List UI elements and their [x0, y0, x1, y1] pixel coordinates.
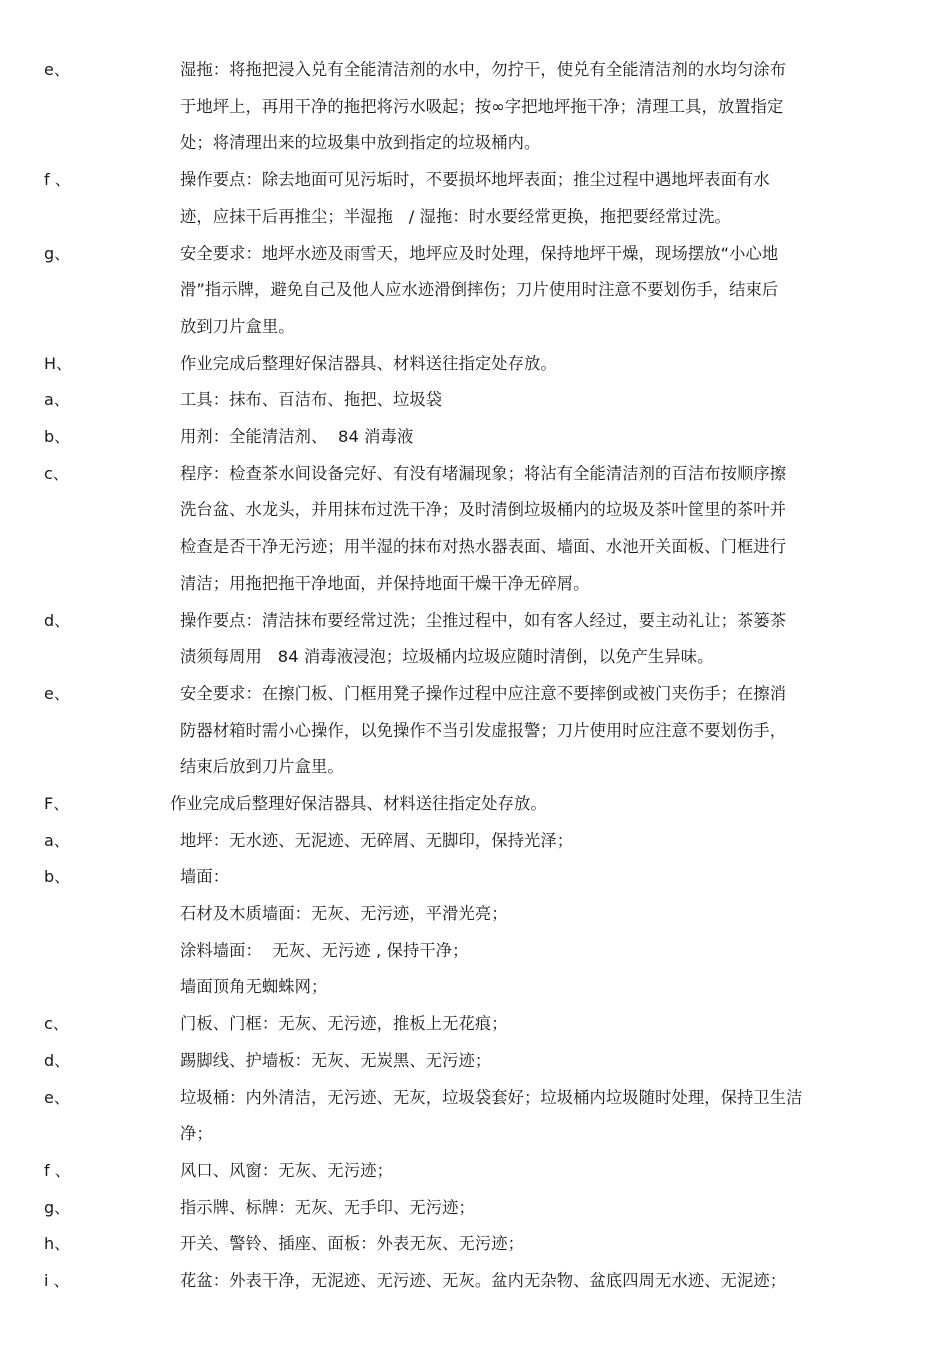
list-item-marker: a、: [44, 390, 70, 410]
list-item-marker: d、: [44, 1050, 71, 1070]
list-item-text-line: 风口、风窗：无灰、无污迹；: [180, 1161, 393, 1180]
list-item-text-line: 滑”指示牌，避免自己及他人应水迹滑倒摔伤；刀片使用时注意不要划伤手，结束后: [180, 280, 779, 300]
list-item: [0, 786, 950, 823]
list-item-text-line: 清洁；用拖把拖干净地面，并保持地面干燥干净无碎屑。: [180, 573, 590, 593]
list-item-text-line: 墙面：: [180, 867, 230, 887]
list-item-text-line: 处；将清理出来的垃圾集中放到指定的垃圾桶内。: [180, 133, 541, 153]
list-item: [0, 603, 950, 676]
list-item-marker: f 、: [44, 170, 71, 190]
list-item-marker: H、: [44, 353, 73, 373]
list-item-marker: c、: [44, 1014, 69, 1034]
list-item-text-line: 指示牌、标牌：无灰、无手印、无污迹；: [180, 1197, 475, 1217]
list-item-text-line: 渍须每周用 84 消毒液浸泡；垃圾桶内垃圾应随时清倒，以免产生异味。: [180, 647, 714, 667]
list-item-text-line: 开关、警铃、插座、面板：外表无灰、无污迹；: [180, 1234, 525, 1254]
list-item: [0, 859, 950, 1006]
list-item-marker: e、: [44, 1087, 70, 1107]
list-item: [0, 162, 950, 235]
list-item-text-line: 净；: [180, 1124, 213, 1144]
list-item-text-line: 洗台盆、水龙头，并用抹布过洗干净；及时清倒垃圾桶内的垃圾及茶叶筐里的茶叶并: [180, 500, 787, 520]
list-item: [0, 236, 950, 346]
list-item-text-line: 石材及木质墙面：无灰、无污迹，平滑光亮；: [180, 904, 508, 924]
list-item-marker: a、: [44, 830, 70, 850]
list-item-marker: i 、: [44, 1271, 70, 1291]
list-item-text-line: 踢脚线、护墙板：无灰、无炭黑、无污迹；: [180, 1050, 492, 1070]
list-item-text-line: 安全要求：地坪水迹及雨雪天，地坪应及时处理，保持地坪干燥，现场摆放“小心地: [180, 243, 779, 263]
list-item-text-line: 操作要点：清洁抹布要经常过洗；尘推过程中，如有客人经过，要主动礼让；茶篓茶: [180, 610, 787, 630]
list-item-text-line: 花盆：外表干净，无泥迹、无污迹、无灰。盆内无杂物、盆底四周无水迹、无泥迹；: [180, 1271, 787, 1291]
list-item-text-line: 于地坪上，再用干净的拖把将污水吸起；按∞字把地坪拖干净；清理工具，放置指定: [180, 96, 784, 116]
list-item-marker: g、: [44, 1197, 71, 1217]
list-item-text-line: 检查是否干净无污迹；用半湿的抹布对热水器表面、墙面、水池开关面板、门框进行: [180, 537, 787, 557]
list-item-text-line: 放到刀片盒里。: [180, 316, 295, 336]
list-item-text-line: 作业完成后整理好保洁器具、材料送往指定处存放。: [180, 353, 557, 373]
list-item-text-line: 垃圾桶：内外清洁，无污迹、无灰，垃圾袋套好；垃圾桶内垃圾随时处理，保持卫生洁: [180, 1087, 803, 1107]
list-item-marker: c、: [44, 463, 69, 483]
list-item-text-line: 地坪：无水迹、无泥迹、无碎屑、无脚印，保持光泽；: [180, 830, 574, 850]
list-item-marker: e、: [44, 60, 70, 79]
list-item-text-line: 程序：检查茶水间设备完好、有没有堵漏现象；将沾有全能清洁剂的百洁布按顺序擦: [180, 463, 787, 483]
list-item-text-line: 湿拖：将拖把浸入兑有全能清洁剂的水中，勿拧干，使兑有全能清洁剂的水均匀涂布: [180, 60, 787, 79]
list-item-text-line: 迹，应抹干后再推尘；半湿拖 / 湿拖：时水要经常更换，拖把要经常过洗。: [180, 206, 731, 226]
list-item-marker: h、: [44, 1234, 71, 1254]
list-item: [0, 1153, 950, 1190]
list-item: [0, 456, 950, 603]
list-item-text-line: 结束后放到刀片盒里。: [180, 757, 344, 777]
list-item: [0, 1190, 950, 1227]
list-item-text-line: 用剂：全能清洁剂、 84 消毒液: [180, 427, 414, 446]
list-item-text-line: 工具：抹布、百洁布、拖把、垃圾袋: [180, 390, 443, 410]
list-item: [0, 1043, 950, 1080]
list-item-text-line: 操作要点：除去地面可见污垢时，不要损坏地坪表面；推尘过程中遇地坪表面有水: [180, 170, 770, 190]
list-item: [0, 52, 950, 162]
list-item-text-line: 作业完成后整理好保洁器具、材料送往指定处存放。: [170, 794, 547, 813]
list-item-marker: F、: [44, 794, 70, 813]
list-item: [0, 346, 950, 383]
list-item: [0, 676, 950, 786]
list-item-marker: g、: [44, 243, 71, 263]
list-item-marker: b、: [44, 427, 71, 446]
list-item-text-line: 防器材箱时需小心操作，以免操作不当引发虚报警；刀片使用时应注意不要划伤手，: [180, 720, 787, 740]
list-item-text-line: 墙面顶角无蜘蛛网；: [180, 977, 328, 997]
list-item-text-line: 安全要求：在擦门板、门框用凳子操作过程中应注意不要摔倒或被门夹伤手；在擦消: [180, 683, 787, 703]
list-item-marker: b、: [44, 867, 71, 887]
list-item: [0, 1080, 950, 1153]
list-item: [0, 1226, 950, 1263]
list-item: [0, 382, 950, 419]
list-item-marker: d、: [44, 610, 71, 630]
list-item-marker: e、: [44, 683, 70, 703]
list-item: [0, 1263, 950, 1300]
list-item: [0, 823, 950, 860]
list-item: [0, 419, 950, 456]
list-item: [0, 1006, 950, 1043]
list-item-marker: f 、: [44, 1161, 71, 1180]
list-item-text-line: 门板、门框：无灰、无污迹，推板上无花痕；: [180, 1014, 508, 1034]
list-item-text-line: 涂料墙面： 无灰、无污迹 , 保持干净；: [180, 940, 469, 960]
